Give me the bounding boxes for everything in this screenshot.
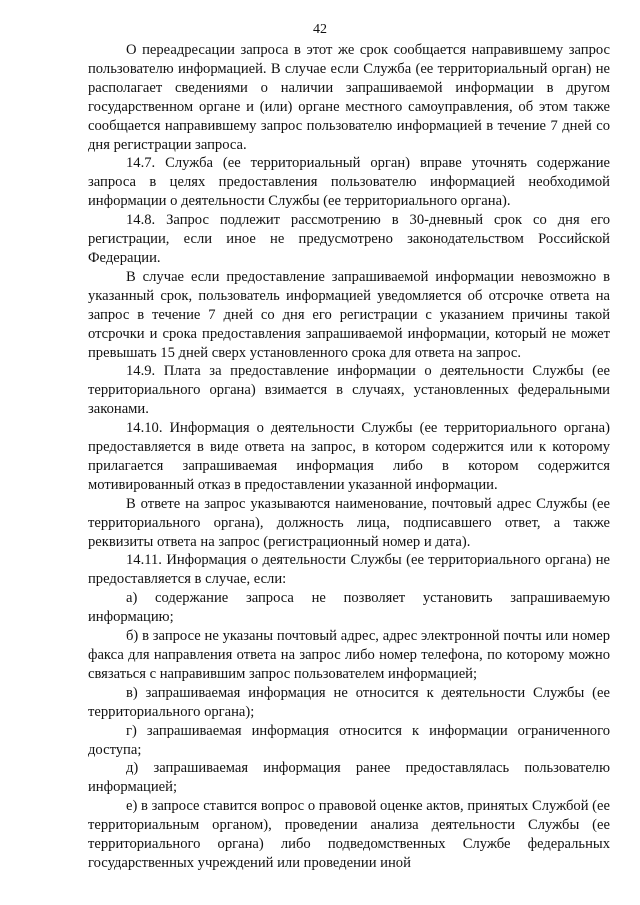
paragraph-14-9: 14.9. Плата за предоставление информации о деятельности Службы (ее территориального органа) взимается в случаях, установленных федеральными законами. <box>88 363 610 418</box>
list-item-a: а) содержание запроса не позволяет установить запрашиваемую информацию; <box>88 590 610 626</box>
list-item-g: г) запрашиваемая информация относится к информации ограниченного доступа; <box>88 722 610 758</box>
paragraph-14-10: 14.10. Информация о деятельности Службы (ее территориального органа) предоставляется в виде ответа на запрос, в котором содержится или к которому прилагается запрашиваемая информация либо в котором содержится мотивированный отказ в предоставлении указанной информации. <box>88 420 610 493</box>
page-number: 42 <box>313 22 327 37</box>
paragraph-14-8: 14.8. Запрос подлежит рассмотрению в 30-дневный срок со дня его регистрации, если иное не предусмотрено законодательством Российской Федерации. <box>88 212 610 266</box>
list-item-b: б) в запросе не указаны почтовый адрес, адрес электронной почты или номер факса для направления ответа на запрос либо номер телефона, по которому можно связаться с направившим запрос пользователем информацией; <box>88 628 610 682</box>
list-item-e: е) в запросе ставится вопрос о правовой оценке актов, принятых Службой (ее территориальным органом), проведении анализа деятельности Службы (ее территориального органа) либо подведомственных Службе федеральных государственных учреждений или проведении иной <box>88 798 610 871</box>
document-body <box>88 41 610 873</box>
paragraph-14-11: 14.11. Информация о деятельности Службы (ее территориального органа) не предоставляется в случае, если: <box>88 552 610 588</box>
paragraph-response-details: В ответе на запрос указываются наименование, почтовый адрес Службы (ее территориального органа), должность лица, подписавшего ответ, а также реквизиты ответа на запрос (регистрационный номер и дата). <box>88 495 610 550</box>
list-item-d: д) запрашиваемая информация ранее предоставлялась пользователю информацией; <box>88 760 610 796</box>
paragraph-redirect-notice: О переадресации запроса в этот же срок сообщается направившему запрос пользователю информацией. В случае если Служба (ее территориальный орган) не располагает сведениями о наличии запрашиваемой информации в другом государственном органе и (или) органе местного самоуправления, об этом также сообщается направившему запрос пользователю информацией в течение 7 дней со дня регистрации запроса. <box>88 42 610 153</box>
list-item-v: в) запрашиваемая информация не относится к деятельности Службы (ее территориального органа); <box>88 684 610 720</box>
paragraph-deferral: В случае если предоставление запрашиваемой информации невозможно в указанный срок, пользователь информацией уведомляется об отсрочке ответа на запрос в течение 7 дней со дня его регистрации с указанием причины такой отсрочки и срока предоставления запрашиваемой информации, который не может превышать 15 дней сверх установленного срока для ответа на запрос. <box>88 268 610 361</box>
paragraph-14-7: 14.7. Служба (ее территориальный орган) вправе уточнять содержание запроса в целях предоставления пользователю информацией необходимой информации о деятельности Службы (ее территориального органа). <box>88 155 610 210</box>
